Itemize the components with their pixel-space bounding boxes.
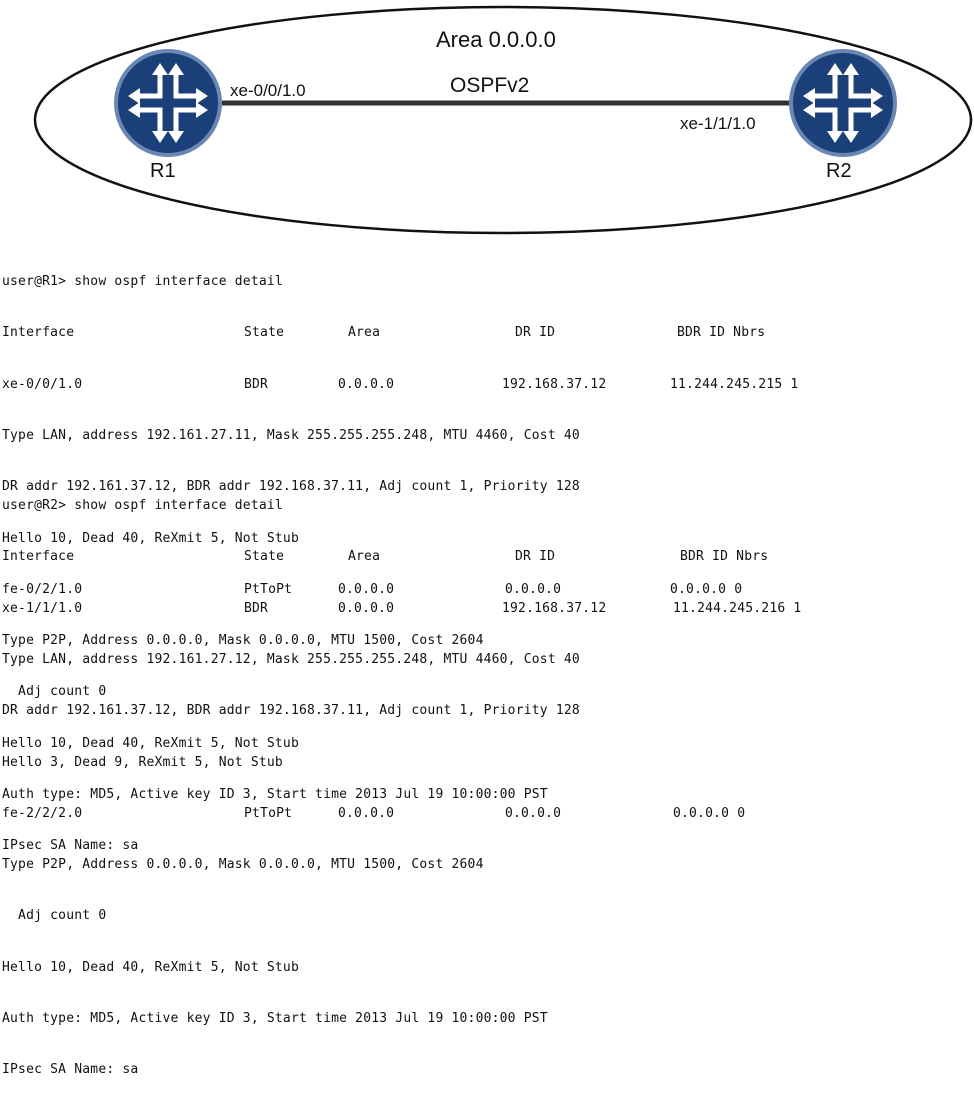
- r2-interface-row: [2, 600, 802, 617]
- detail-line: IPsec SA Name: sa: [2, 1062, 139, 1078]
- r1-label: R1: [150, 160, 176, 182]
- detail-line: Hello 10, Dead 40, ReXmit 5, Not Stub: [2, 530, 299, 546]
- row-area: 0.0.0.0: [338, 376, 395, 392]
- row-interface: xe-1/1/1.0: [2, 600, 83, 616]
- header-state: State: [244, 549, 285, 565]
- header-bdr-id: BDR ID Nbrs: [677, 325, 766, 341]
- row-state: BDR: [244, 600, 269, 616]
- header-dr-id: DR ID: [515, 549, 556, 565]
- ospf-topology-diagram: [0, 0, 974, 240]
- r2-label: R2: [826, 160, 852, 182]
- row-state: PtToPt: [244, 581, 293, 597]
- area-label: Area 0.0.0.0: [436, 27, 556, 52]
- r2-interface-label: xe-1/1/1.0: [680, 114, 756, 133]
- detail-line: DR addr 192.161.37.12, BDR addr 192.168.37.11, Adj count 1, Priority 128: [2, 703, 580, 719]
- row-dr-id: 0.0.0.0: [505, 805, 562, 821]
- header-dr-id: DR ID: [515, 325, 556, 341]
- row-bdr-id: 11.244.245.215 1: [670, 376, 799, 392]
- header-interface: Interface: [2, 549, 75, 565]
- r1-command-line: user@R1> show ospf interface detail: [2, 274, 283, 290]
- detail-line: Auth type: MD5, Active key ID 3, Start time 2013 Jul 19 10:00:00 PST: [2, 787, 548, 802]
- r2-table-header: [2, 548, 769, 565]
- row-dr-id: 0.0.0.0: [505, 581, 562, 597]
- row-state: PtToPt: [244, 805, 293, 821]
- r2-router-icon: [789, 49, 897, 157]
- row-interface: fe-0/2/1.0: [2, 581, 83, 597]
- header-area: Area: [348, 549, 381, 565]
- row-area: 0.0.0.0: [338, 581, 395, 597]
- r1-interface-label: xe-0/0/1.0: [230, 81, 306, 100]
- row-dr-id: 192.168.37.12: [502, 376, 607, 392]
- r1-interface-row: [2, 376, 799, 393]
- detail-line: Hello 10, Dead 40, ReXmit 5, Not Stub: [2, 735, 299, 751]
- row-interface: fe-2/2/2.0: [2, 805, 83, 821]
- row-dr-id: 192.168.37.12: [502, 600, 607, 616]
- detail-line: Type LAN, address 192.161.27.11, Mask 255.255.255.248, MTU 4460, Cost 40: [2, 428, 580, 444]
- detail-line: Hello 3, Dead 9, ReXmit 5, Not Stub: [2, 754, 283, 770]
- r2-command-line: user@R2> show ospf interface detail: [2, 498, 283, 514]
- row-state: BDR: [244, 376, 269, 392]
- detail-line: Type P2P, Address 0.0.0.0, Mask 0.0.0.0, MTU 1500, Cost 2604: [2, 857, 484, 873]
- header-bdr-id: BDR ID Nbrs: [680, 549, 769, 565]
- protocol-label: OSPFv2: [450, 74, 530, 97]
- row-bdr-id: 11.244.245.216 1: [673, 600, 802, 616]
- r2-cli-output: [2, 463, 802, 1095]
- detail-line: Type P2P, Address 0.0.0.0, Mask 0.0.0.0, MTU 1500, Cost 2604: [2, 633, 484, 649]
- row-interface: xe-0/0/1.0: [2, 376, 83, 392]
- r2-interface-row: [2, 805, 746, 822]
- detail-line: DR addr 192.161.37.12, BDR addr 192.168.37.11, Adj count 1, Priority 128: [2, 479, 580, 495]
- detail-line: Adj count 0: [2, 684, 107, 700]
- detail-line: Auth type: MD5, Active key ID 3, Start time 2013 Jul 19 10:00:00 PST: [2, 1011, 548, 1026]
- row-bdr-id: 0.0.0.0 0: [673, 805, 746, 821]
- header-interface: Interface: [2, 325, 75, 341]
- r1-table-header: [2, 324, 766, 341]
- row-bdr-id: 0.0.0.0 0: [670, 581, 743, 597]
- detail-line: IPsec SA Name: sa: [2, 838, 139, 854]
- detail-line: Type LAN, address 192.161.27.12, Mask 255.255.255.248, MTU 4460, Cost 40: [2, 652, 580, 668]
- header-area: Area: [348, 325, 381, 341]
- detail-line: Hello 10, Dead 40, ReXmit 5, Not Stub: [2, 959, 299, 975]
- row-area: 0.0.0.0: [338, 805, 395, 821]
- header-state: State: [244, 325, 285, 341]
- r1-router-icon: [114, 49, 222, 157]
- detail-line: Adj count 0: [2, 908, 107, 924]
- row-area: 0.0.0.0: [338, 600, 395, 616]
